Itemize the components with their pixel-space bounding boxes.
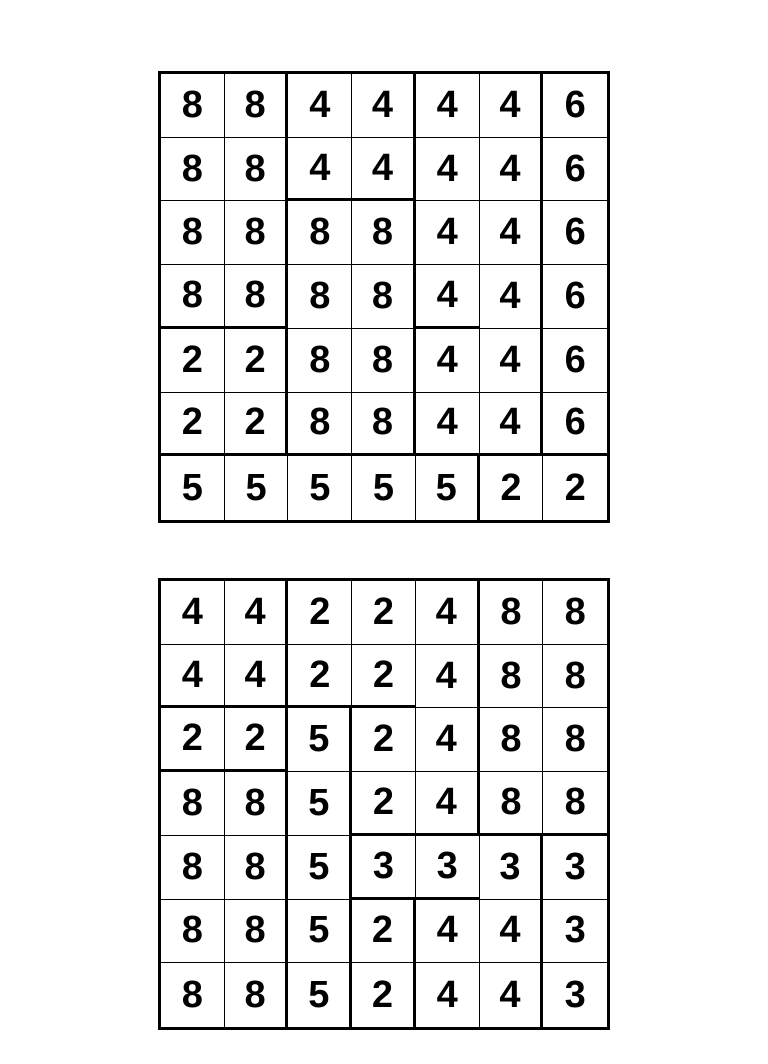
- grid-cell: 8: [225, 265, 289, 329]
- grid-cell: 2: [225, 708, 289, 772]
- grid-cell: 3: [543, 836, 607, 900]
- grid-cell: 8: [161, 201, 225, 265]
- grid-cell: 4: [480, 900, 544, 964]
- grid-cell: 4: [416, 772, 480, 836]
- grid-cell: 2: [352, 900, 416, 964]
- grid-cell: 2: [352, 963, 416, 1027]
- grid-cell: 3: [352, 836, 416, 900]
- grid-cell: 2: [288, 581, 352, 645]
- grid-cell: 5: [288, 772, 352, 836]
- grid-cell: 4: [480, 265, 544, 329]
- grid-cell: 6: [543, 74, 607, 138]
- grid-cell: 8: [480, 581, 544, 645]
- grid-cell: 8: [225, 772, 289, 836]
- grid-cell: 5: [416, 456, 480, 520]
- grid-cell: 4: [416, 900, 480, 964]
- grid-cell: 4: [161, 645, 225, 709]
- grid-cell: 4: [416, 581, 480, 645]
- grid-cell: 8: [543, 708, 607, 772]
- grid-cell: 5: [288, 963, 352, 1027]
- grid-cell: 4: [480, 201, 544, 265]
- grid-cell: 4: [288, 138, 352, 202]
- grid-cell: 2: [352, 581, 416, 645]
- grid-cell: 2: [161, 329, 225, 393]
- grid-cell: 8: [352, 265, 416, 329]
- grid-cell: 5: [225, 456, 289, 520]
- grid-cell: 8: [161, 963, 225, 1027]
- grid-cell: 2: [352, 708, 416, 772]
- grid-cell: 6: [543, 265, 607, 329]
- grid-cell: 8: [288, 393, 352, 457]
- grid-cell: 4: [352, 74, 416, 138]
- grid-cell: 4: [416, 708, 480, 772]
- grid-cell: 4: [352, 138, 416, 202]
- grid-cell: 8: [352, 393, 416, 457]
- grid-cell: 2: [161, 708, 225, 772]
- grid-cell: 8: [352, 329, 416, 393]
- grid-cell: 8: [161, 138, 225, 202]
- grid-cell: 3: [564, 973, 586, 1016]
- grid-cell: 8: [352, 201, 416, 265]
- puzzle-grid-1: [158, 71, 610, 523]
- grid-cell: 5: [288, 456, 352, 520]
- grid-cell: 4: [288, 74, 352, 138]
- grid-cell: 5: [288, 900, 352, 964]
- grid-cell: 6: [543, 201, 607, 265]
- puzzle-grid-2: [158, 578, 610, 1030]
- grid-cell: 8: [225, 74, 289, 138]
- grid-cell: 4: [416, 645, 480, 709]
- grid-cell: 8: [161, 900, 225, 964]
- grid-cell: 8: [288, 265, 352, 329]
- grid-cell: 2: [288, 645, 352, 709]
- grid-cell: 8: [288, 201, 352, 265]
- grid-cell: 8: [225, 900, 289, 964]
- grid-cell: 8: [543, 645, 607, 709]
- grid-cell: 8: [480, 645, 544, 709]
- grid-cell: 3: [416, 836, 480, 900]
- grid-cell: 2: [352, 645, 416, 709]
- grid-cell: 3: [543, 900, 607, 964]
- grid-cell: 8: [161, 265, 225, 329]
- grid-cell: 6: [543, 138, 607, 202]
- grid-cell: 4: [161, 581, 225, 645]
- grid-cell: 8: [480, 772, 544, 836]
- grid-cell: 2: [564, 466, 586, 509]
- grid-cell: 4: [416, 201, 480, 265]
- grid-cell: 4: [225, 581, 289, 645]
- grid-cell: 4: [416, 329, 480, 393]
- grid-cell: 2: [352, 772, 416, 836]
- grid-cell: 8: [480, 708, 544, 772]
- grid-cell: 5: [161, 456, 225, 520]
- grid-cell: 4: [416, 393, 480, 457]
- grid-cell: 8: [161, 836, 225, 900]
- grid-cell: 6: [543, 329, 607, 393]
- grid-cell: 3: [480, 836, 544, 900]
- grid-cell: 4: [416, 138, 480, 202]
- grid-cell: 4: [480, 138, 544, 202]
- grid-cell: 4: [480, 329, 544, 393]
- grid-cell: 8: [288, 329, 352, 393]
- grid-cell: 2: [225, 393, 289, 457]
- grid-cell: 2: [480, 456, 544, 520]
- grid-cell: 8: [225, 963, 289, 1027]
- grid-cell: 8: [543, 581, 607, 645]
- grid-cell: 5: [288, 708, 352, 772]
- grid-cell: 4: [416, 74, 480, 138]
- grid-cell: 8: [161, 772, 225, 836]
- grid-cell: 8: [543, 772, 607, 836]
- grid-cell: 2: [225, 329, 289, 393]
- grid-cell: 4: [480, 74, 544, 138]
- grid-cell: 8: [161, 74, 225, 138]
- grid-cell: 4: [416, 963, 480, 1027]
- grid-cell: 4: [225, 645, 289, 709]
- grid-cell: 5: [288, 836, 352, 900]
- grid-cell: 2: [161, 393, 225, 457]
- grid-cell: 8: [225, 201, 289, 265]
- grid-cell: 4: [416, 265, 480, 329]
- grid-cell: 5: [352, 456, 416, 520]
- grid-cell: 4: [480, 963, 544, 1027]
- grid-cell: 8: [225, 138, 289, 202]
- grid-cell: 4: [480, 393, 544, 457]
- grid-cell: 6: [543, 393, 607, 457]
- grid-cell: 8: [225, 836, 289, 900]
